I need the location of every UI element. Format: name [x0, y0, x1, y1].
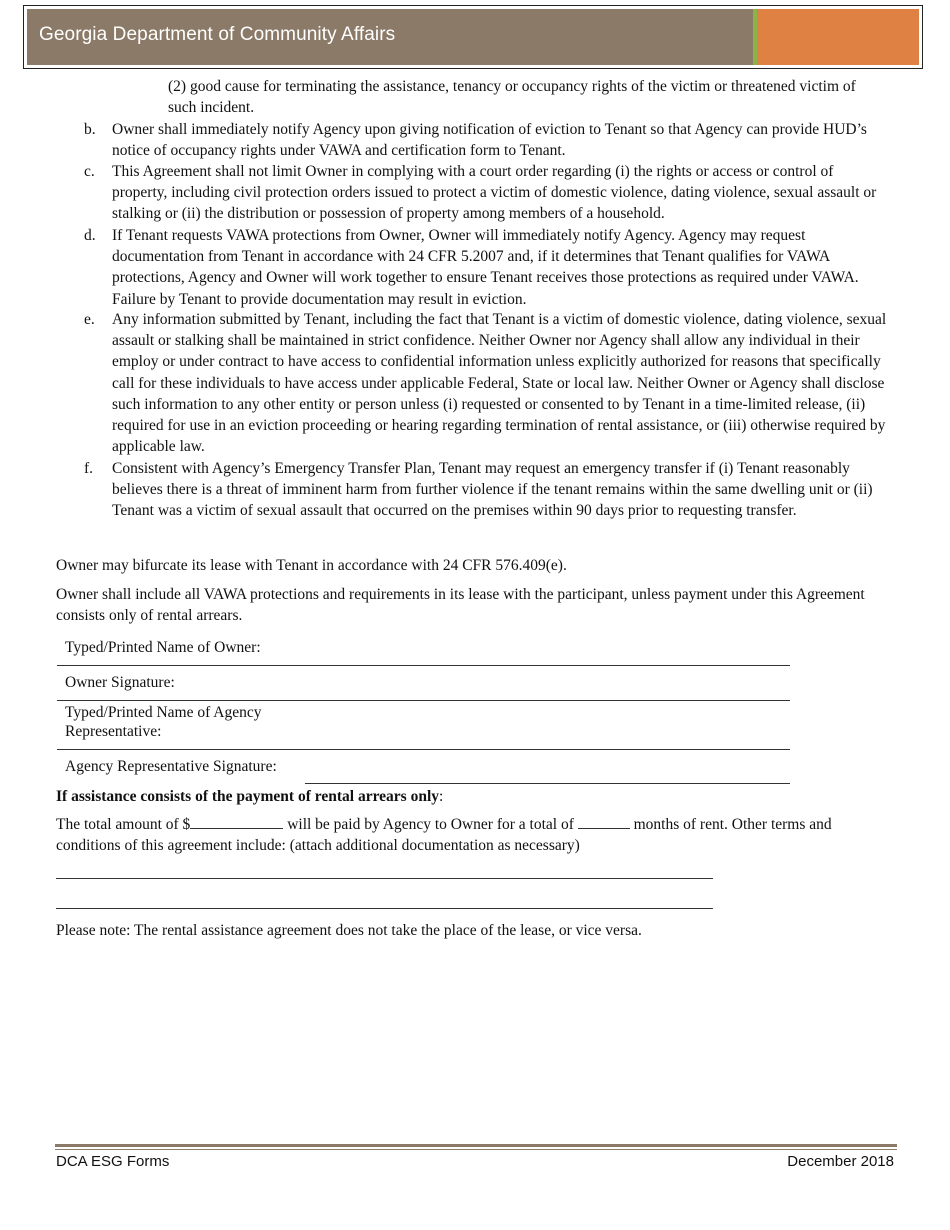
- item-c-marker: c.: [84, 163, 95, 180]
- additional-terms-line-2[interactable]: [56, 908, 713, 909]
- arrears-text-part1: The total amount of $: [56, 816, 191, 833]
- owner-signature-line[interactable]: [57, 700, 790, 701]
- additional-terms-line-1[interactable]: [56, 878, 713, 879]
- please-note-text: Please note: The rental assistance agreement does not take the place of the lease, or vice versa.: [56, 922, 642, 939]
- agency-name-label-line1: Typed/Printed Name of Agency: [65, 704, 262, 721]
- footer-right: December 2018: [787, 1153, 894, 1170]
- para-bifurcate: Owner may bifurcate its lease with Tenant in accordance with 24 CFR 576.409(e).: [56, 557, 567, 574]
- owner-signature-label: Owner Signature:: [65, 674, 175, 691]
- item-c-text: This Agreement shall not limit Owner in complying with a court order regarding (i) the rights or access or control of property, including civil protection orders issued to protect a victim of domestic violence, dating violence, sexual assault or stalking or (ii) the distribution or possession of property among members of a household.: [112, 163, 877, 223]
- footer-rule-thin: [55, 1149, 897, 1150]
- months-blank[interactable]: [578, 814, 630, 829]
- item-e-text: Any information submitted by Tenant, including the fact that Tenant is a victim of domestic violence, dating violence, sexual assault or stalking shall be maintained in strict confidence. Neither Owner nor Agency shall allow any individual in their employ or under contract to have access to confidential information unless explicitly authorized for reasons that specifically call for these individuals to have access under applicable Federal, State or local law. Neither Owner or Agency shall disclose such information to any other entity or person unless (i) requested or consented to by Tenant in a time-limited release, (ii) required for use in an eviction proceeding or hearing regarding termination of rental assistance, or (iii) otherwise required by applicable law.: [112, 311, 887, 456]
- arrears-text-part3: months of rent. Other terms and conditions of this agreement include: (attach additional documentation as necessary): [56, 816, 832, 855]
- item-b-text: Owner shall immediately notify Agency upon giving notification of eviction to Tenant so that Agency can provide HUD’s notice of occupancy rights under VAWA and certification form to Tenant.: [112, 121, 867, 160]
- arrears-heading-bold: If assistance consists of the payment of rental arrears only: [56, 788, 440, 805]
- item-d-marker: d.: [84, 227, 96, 244]
- agency-name-label-line2: Representative:: [65, 723, 162, 740]
- footer-rule-thick: [55, 1144, 897, 1147]
- para-include-vawa: Owner shall include all VAWA protections and requirements in its lease with the participant, unless payment under this Agreement consists only of rental arrears.: [56, 586, 865, 625]
- footer-left: DCA ESG Forms: [56, 1153, 170, 1170]
- agency-name-line[interactable]: [57, 749, 790, 750]
- header-accent-orange: [757, 9, 919, 65]
- arrears-heading-colon: :: [439, 788, 444, 805]
- header-title: Georgia Department of Community Affairs: [39, 24, 396, 45]
- agency-signature-label: Agency Representative Signature:: [65, 758, 277, 775]
- arrears-heading: [56, 786, 443, 807]
- item-b-marker: b.: [84, 121, 96, 138]
- item-f-marker: f.: [84, 460, 94, 477]
- owner-name-label: Typed/Printed Name of Owner:: [65, 639, 261, 656]
- item-d-text: If Tenant requests VAWA protections from Owner, Owner will immediately notify Agency. Agency may request documentation from Tenant in accordance with 24 CFR 5.2007 and, if it determines that Tenant qualifies for VAWA protections, Agency and Owner will work together to ensure Tenant receives those protections as required under VAWA. Failure by Tenant to provide documentation may result in eviction.: [112, 227, 859, 308]
- owner-name-line[interactable]: [57, 665, 790, 666]
- agency-signature-line[interactable]: [305, 783, 790, 784]
- item-e-marker: e.: [84, 311, 95, 328]
- item-f-text: Consistent with Agency’s Emergency Transfer Plan, Tenant may request an emergency transfer if (i) Tenant reasonably believes there is a threat of imminent harm from further violence if the tenant remains within the same dwelling unit or (ii) Tenant was a victim of sexual assault that occurred on the premises within 90 days prior to requesting transfer.: [112, 460, 873, 520]
- arrears-terms: [56, 814, 896, 856]
- total-amount-blank[interactable]: [190, 814, 283, 829]
- arrears-text-part2: will be paid by Agency to Owner for a total of: [283, 816, 578, 833]
- continuation-text: (2) good cause for terminating the assistance, tenancy or occupancy rights of the victim or threatened victim of such incident.: [168, 78, 856, 117]
